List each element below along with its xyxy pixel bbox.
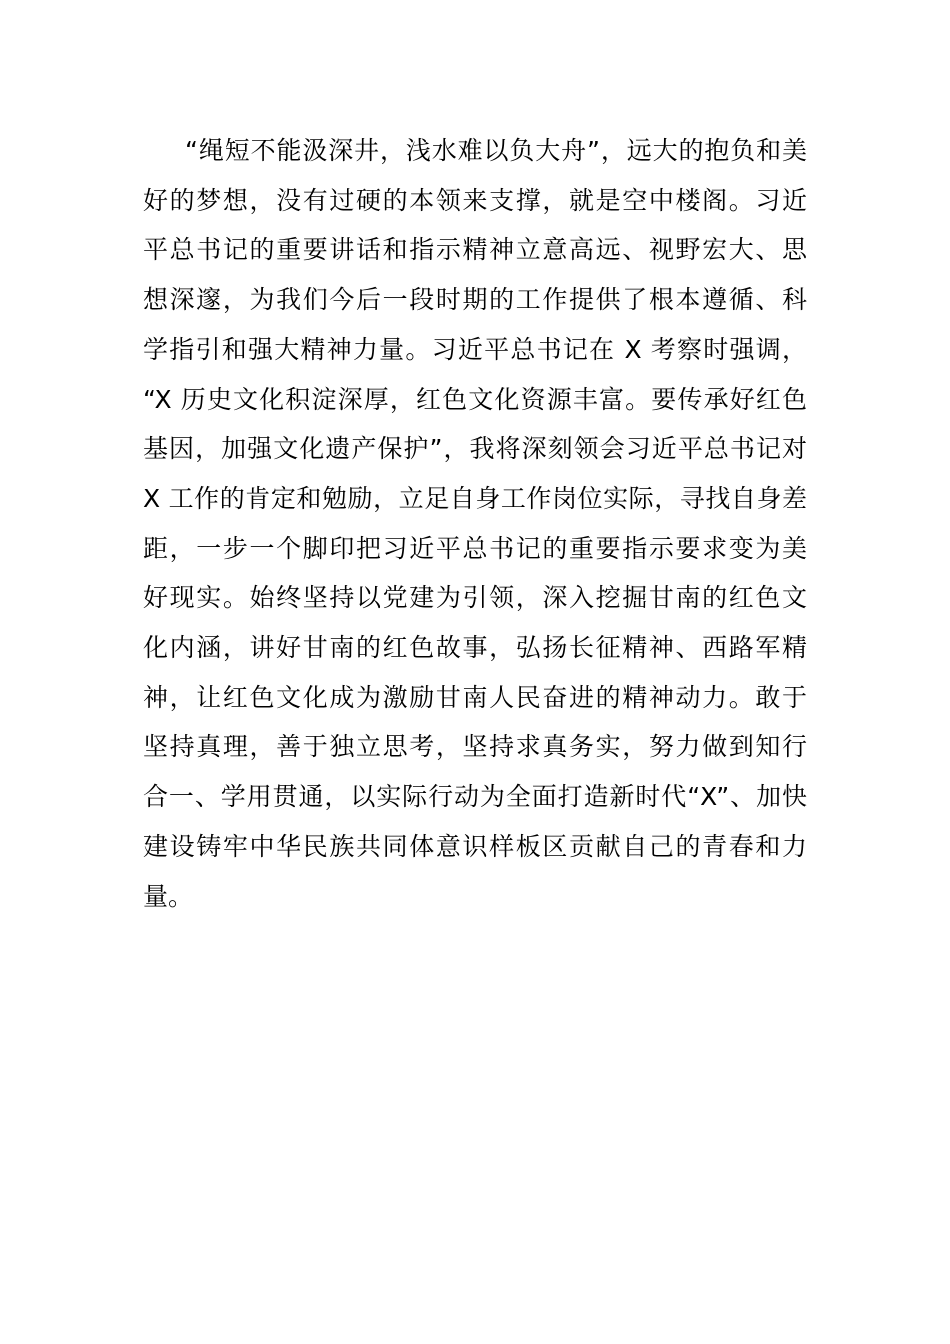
- paragraph-line: 好现实。始终坚持以党建为引领，深入挖掘甘南的红色文: [143, 583, 807, 613]
- paragraph-line: 基因，加强文化遗产保护”，我将深刻领会习近平总书记对: [143, 434, 807, 464]
- paragraph-line: 想深邃，为我们今后一段时期的工作提供了根本遵循、科: [143, 285, 807, 315]
- paragraph-line: 神，让红色文化成为激励甘南人民奋进的精神动力。敢于: [143, 682, 807, 712]
- paragraph-line: 平总书记的重要讲话和指示精神立意高远、视野宏大、思: [143, 235, 807, 265]
- paragraph-line: 化内涵，讲好甘南的红色故事，弘扬长征精神、西路军精: [143, 633, 807, 663]
- paragraph-line: 距，一步一个脚印把习近平总书记的重要指示要求变为美: [143, 533, 807, 563]
- paragraph-line: “X 历史文化积淀深厚，红色文化资源丰富。要传承好红色: [143, 384, 807, 414]
- paragraph-line: 建设铸牢中华民族共同体意识样板区贡献自己的青春和力: [143, 831, 807, 861]
- paragraph-line: 坚持真理，善于独立思考，坚持求真务实，努力做到知行: [143, 732, 807, 762]
- paragraph-line: 量。: [143, 881, 194, 911]
- paragraph-line: “绳短不能汲深井，浅水难以负大舟”，远大的抱负和美: [185, 136, 807, 165]
- paragraph-line: X 工作的肯定和勉励，立足自身工作岗位实际，寻找自身差: [143, 483, 807, 513]
- paragraph-line: 合一、学用贯通，以实际行动为全面打造新时代“X”、加快: [143, 782, 807, 812]
- paragraph-line: 好的梦想，没有过硬的本领来支撑，就是空中楼阁。习近: [143, 185, 807, 215]
- paragraph-line: 学指引和强大精神力量。习近平总书记在 X 考察时强调，: [143, 334, 807, 364]
- body-paragraph: [143, 126, 807, 921]
